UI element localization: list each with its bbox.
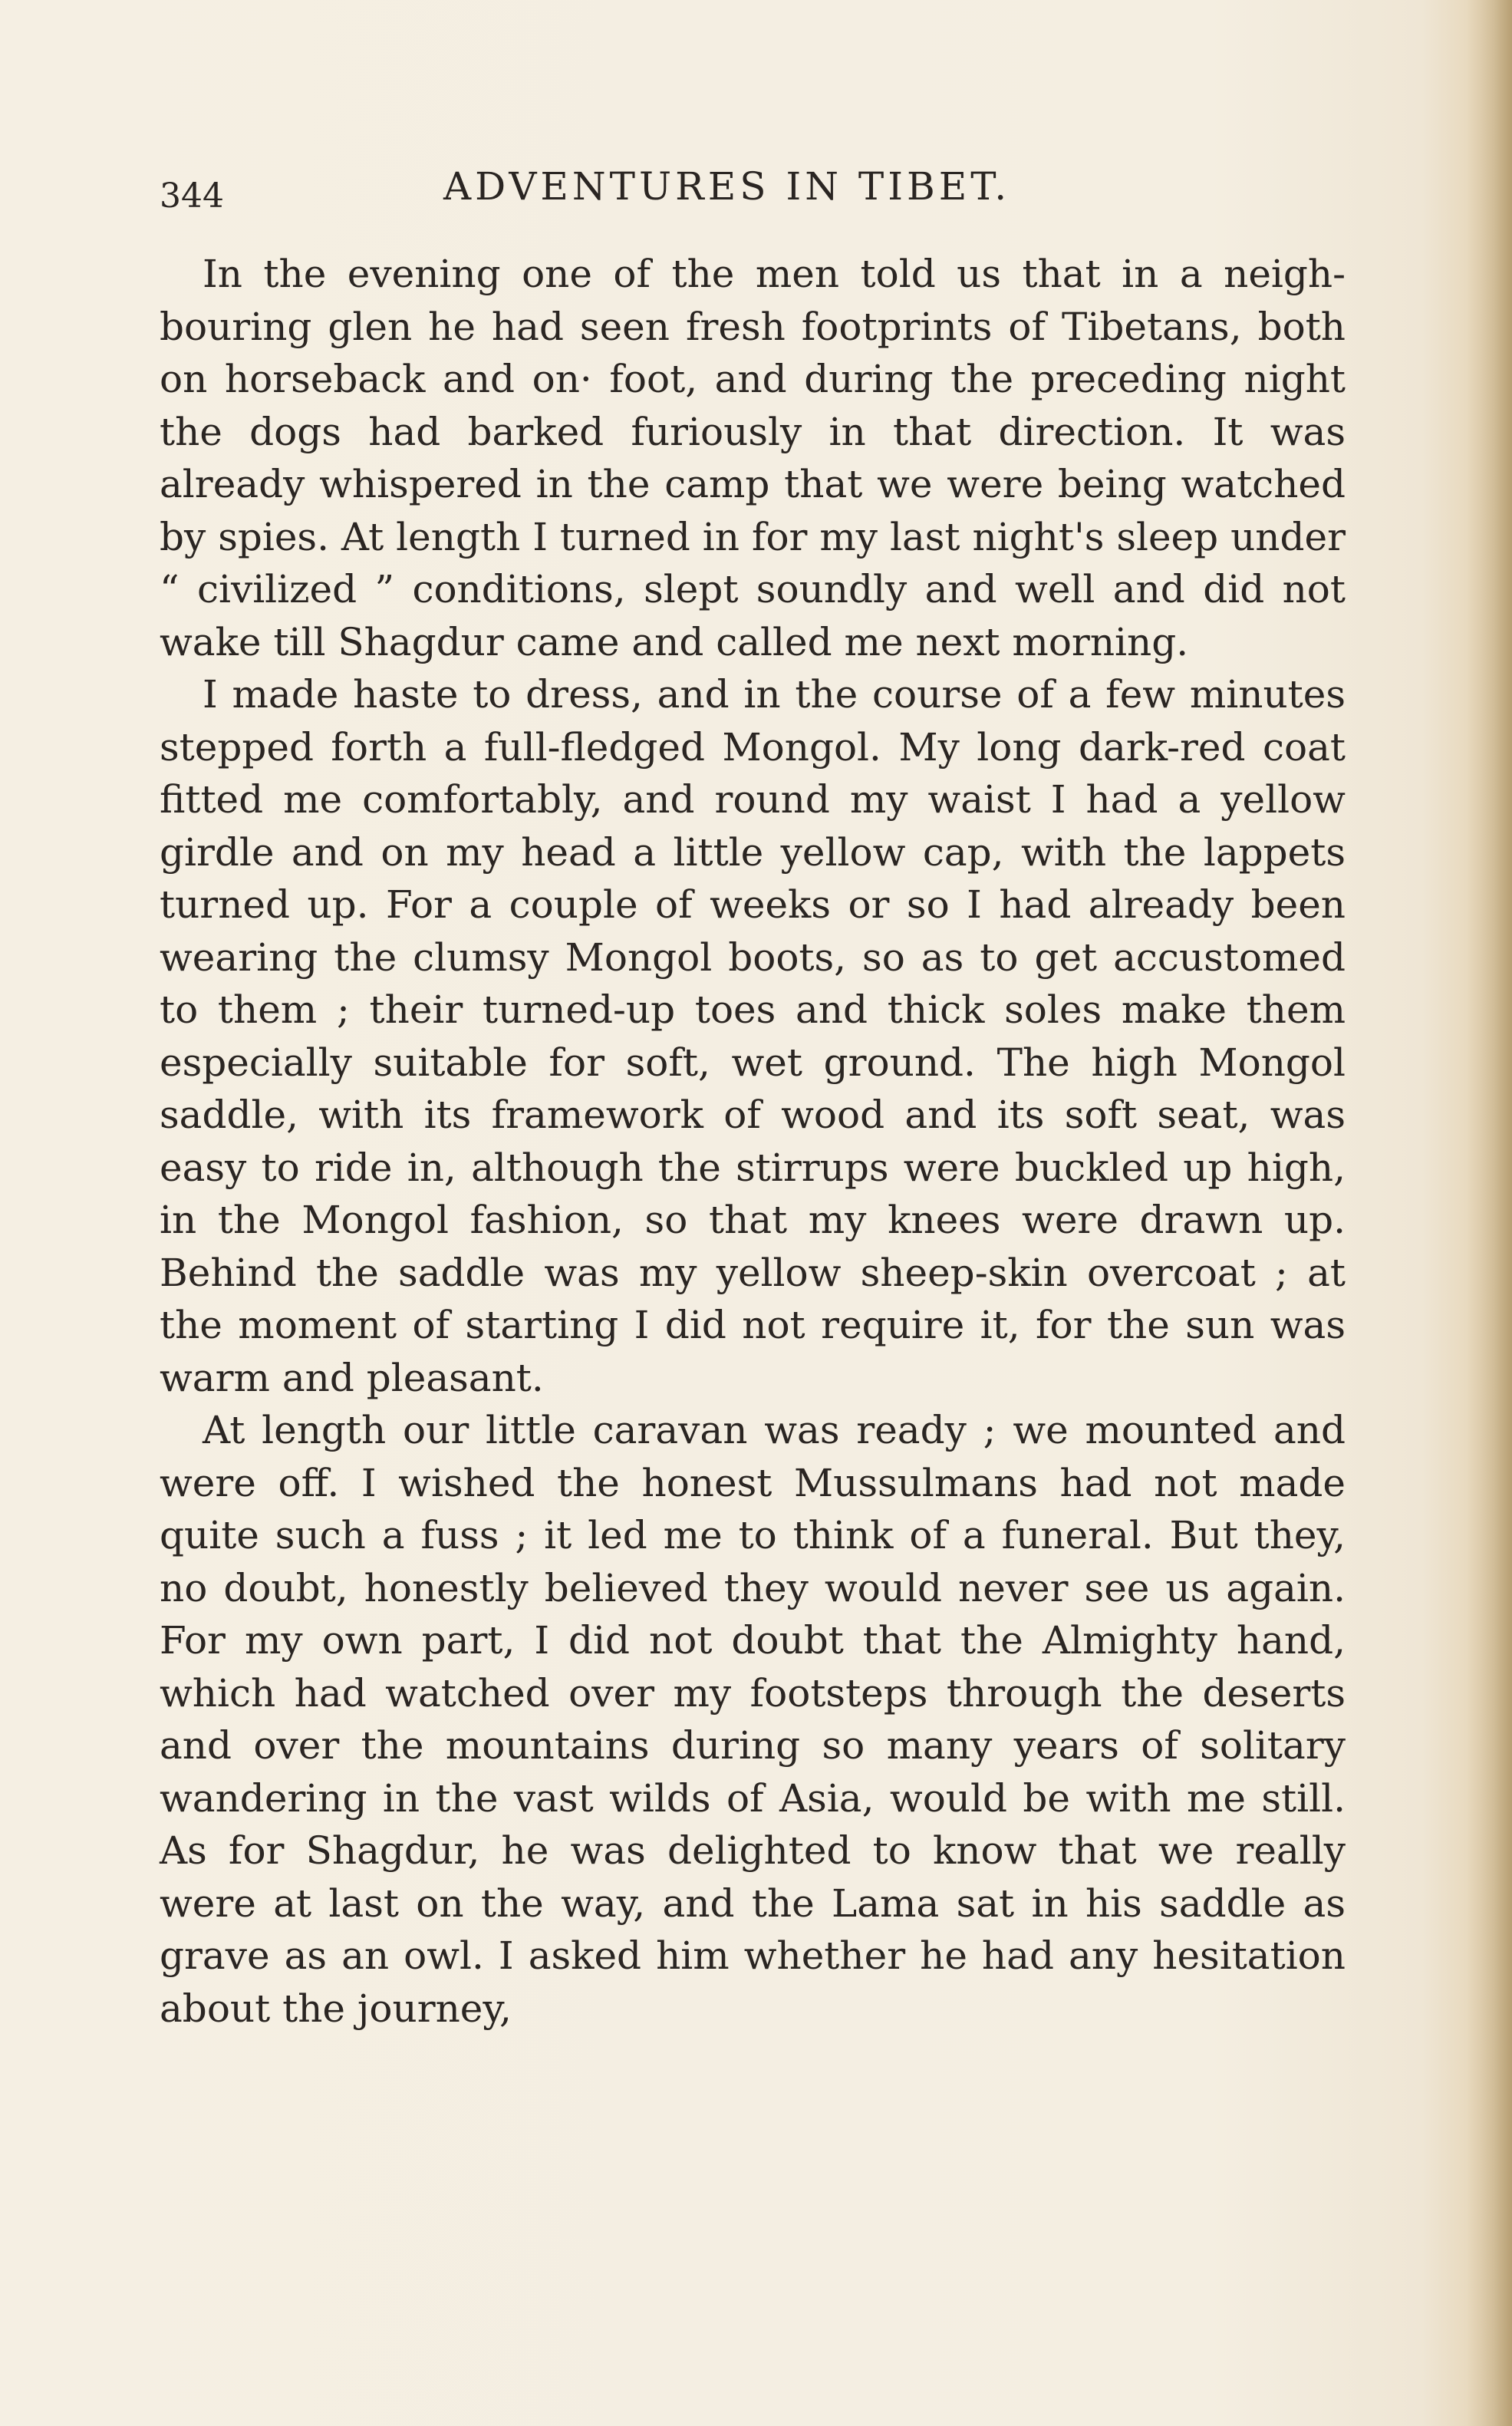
text-line: get accustomed to them ; their turned-up toes and thick <box>160 934 1346 1032</box>
text-line: watched by spies. At length I turned in for my last night's <box>160 462 1346 559</box>
text-line: The high Mongol saddle, with its framework of wood and <box>160 1040 1346 1137</box>
text-line: stepped forth a full-fledged Mongol. My long dark-red <box>160 724 1246 770</box>
page-header <box>160 164 1346 218</box>
text-line: soles make them especially suitable for soft, wet ground. <box>160 987 1346 1085</box>
running-title: ADVENTURES IN TIBET. <box>443 164 1011 209</box>
text-line: and the Lama sat in his saddle as grave as an owl. I <box>160 1880 1346 1978</box>
text-line: sleep under “ civilized ” conditions, slept soundly and <box>160 514 1346 611</box>
text-line: yellow girdle and on my head a little yellow cap, with the <box>160 777 1346 875</box>
paragraph <box>160 1404 1346 2035</box>
body-text <box>160 248 1346 2035</box>
text-line: night the dogs had barked furiously in that direction. <box>160 357 1346 454</box>
text-line: In the evening one of the men told us that in a neigh- <box>203 252 1346 296</box>
text-line: made quite such a fuss ; it led me to think of a funeral. <box>160 1460 1346 1557</box>
text-line: coat fitted me comfortably, and round my waist I had a <box>160 724 1346 822</box>
text-line: At length our little caravan was ready ; we mounted <box>203 1408 1257 1452</box>
text-line: through the deserts and over the mountains during so <box>160 1670 1346 1768</box>
text-line: its soft seat, was easy to ride in, although the stirrups <box>160 1093 1346 1190</box>
text-line: and were off. I wished the honest Mussulmans had not <box>160 1408 1346 1505</box>
text-line: many years of solitary wandering in the vast wilds of <box>160 1723 1346 1821</box>
paragraph <box>160 248 1346 668</box>
text-line: It was already whispered in the camp that we were being <box>160 409 1346 506</box>
text-line: already been wearing the clumsy Mongol boots, so as to <box>160 882 1346 980</box>
text-line: I made haste to dress, and in the course of a few minutes <box>203 672 1346 717</box>
text-line: knees were drawn up. Behind the saddle was my yellow <box>160 1198 1346 1295</box>
text-line: lappets turned up. For a couple of weeks or so I had <box>160 829 1346 927</box>
text-line: But they, no doubt, honestly believed they would never <box>160 1513 1346 1610</box>
text-line: sheep-skin overcoat ; at the moment of starting I did not <box>160 1250 1346 1347</box>
text-line: bouring glen he had seen fresh footprints of Tibetans, <box>160 304 1242 349</box>
text-line: Asia, would be with me still. As for Shagdur, he was <box>160 1775 1346 1873</box>
text-line: see us again. For my own part, I did not doubt that <box>160 1565 1346 1663</box>
text-line: were buckled up high, in the Mongol fashion, so that my <box>160 1145 1346 1242</box>
text-line: both on horseback and on· foot, and during the preceding <box>160 304 1346 401</box>
text-line: require it, for the sun was warm and pleasant. <box>160 1303 1346 1400</box>
page-edge-shadow <box>1466 0 1512 2426</box>
text-line: delighted to know that we really were at last on the way, <box>160 1828 1346 1926</box>
paragraph <box>160 668 1346 1404</box>
text-line: next morning. <box>915 619 1189 664</box>
text-line: the Almighty hand, which had watched over my footsteps <box>160 1618 1346 1716</box>
page-number: 344 <box>160 176 224 216</box>
text-line: asked him whether he had any hesitation about the journey, <box>160 1933 1346 2031</box>
text-line: well and did not wake till Shagdur came and called me <box>160 567 1346 664</box>
